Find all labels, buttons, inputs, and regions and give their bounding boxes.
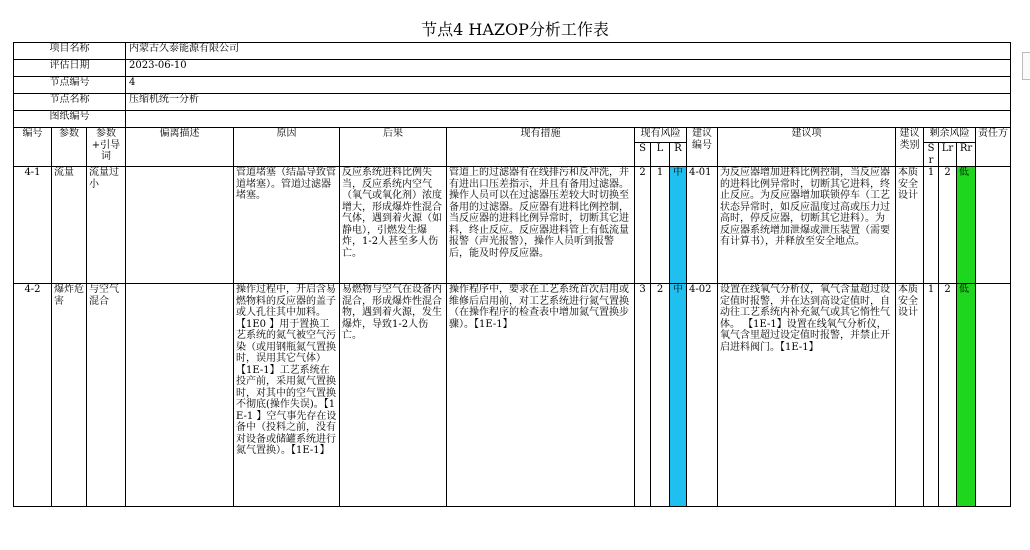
scroll-handle[interactable]	[1022, 52, 1030, 80]
cell-deviation[interactable]	[126, 284, 234, 507]
header-current-risk: 现有风险	[635, 128, 687, 143]
header-param: 参数	[52, 128, 87, 167]
header-measures: 现有措施	[447, 128, 635, 167]
cell-lr[interactable]: 2	[939, 284, 957, 507]
cell-measures[interactable]: 操作程序中，要求在工艺系统首次启用或维修后启用前，对工艺系统进行氮气置换（在操作程序的检查表中增加氮气置换步骤）。【1E-1】	[447, 284, 635, 507]
header-rec-no: 建议编号	[687, 128, 718, 167]
cell-l[interactable]: 2	[651, 284, 670, 507]
info-row-drawing	[14, 111, 1011, 128]
table-row	[14, 284, 1011, 507]
header-sr: Sr	[924, 143, 939, 167]
node-name-value[interactable]: 压缩机统一分析	[126, 94, 1011, 111]
cell-s[interactable]: 3	[635, 284, 651, 507]
cell-owner[interactable]	[976, 284, 1011, 507]
cell-rec-type[interactable]: 本质安全设计	[896, 167, 924, 284]
header-owner: 责任方	[976, 128, 1011, 167]
cell-measures[interactable]: 管道上的过滤器有在线排污和反冲洗，并有进出口压差指示，并且有备用过滤器。操作人员可以在过滤器压差较大时切换至备用的过滤器。反应器有进料比例控制，当反应器的进料比例异常时，切断其它进料，终止反应。反应器进料管上有低流量报警（声光报警），操作人员听到报警后，能及时停反应器。	[447, 167, 635, 284]
cell-guideword[interactable]: 流量过小	[87, 167, 126, 284]
header-rec: 建议项	[718, 128, 896, 167]
cell-owner[interactable]	[976, 167, 1011, 284]
cell-deviation[interactable]	[126, 167, 234, 284]
cell-rr[interactable]: 低	[957, 167, 976, 284]
header-rr: Rr	[957, 143, 976, 167]
date-value[interactable]: 2023-06-10	[126, 60, 1011, 77]
cell-s[interactable]: 2	[635, 167, 651, 284]
cell-l[interactable]: 1	[651, 167, 670, 284]
header-no: 编号	[14, 128, 52, 167]
header-rec-type: 建议类别	[896, 128, 924, 167]
header-cause: 原因	[234, 128, 340, 167]
info-row-node-name	[14, 94, 1011, 111]
info-row-node-no	[14, 77, 1011, 94]
cell-rec-no[interactable]: 4-02	[687, 284, 718, 507]
date-label: 评估日期	[14, 60, 126, 77]
cell-guideword[interactable]: 与空气混合	[87, 284, 126, 507]
cell-cause[interactable]: 管道堵塞（结晶导致管道堵塞）。管道过滤器堵塞。	[234, 167, 340, 284]
header-consequence: 后果	[340, 128, 447, 167]
cell-no[interactable]: 4-1	[14, 167, 52, 284]
header-l: L	[651, 143, 670, 167]
project-value[interactable]: 内蒙古久泰能源有限公司	[126, 43, 1011, 60]
info-row-project	[14, 43, 1011, 60]
header-s: S	[635, 143, 651, 167]
cell-rec-type[interactable]: 本质安全设计	[896, 284, 924, 507]
cell-consequence[interactable]: 反应系统进料比例失当，反应系统内空气（氧气或氧化剂）浓度增大，形成爆炸性混合气体，遇到着火源（如静电），引燃发生爆炸，1-2人甚至多人伤亡。	[340, 167, 447, 284]
cell-sr[interactable]: 1	[924, 284, 939, 507]
table-row	[14, 167, 1011, 284]
cell-param[interactable]: 流量	[52, 167, 87, 284]
cell-lr[interactable]: 2	[939, 167, 957, 284]
drawing-label: 图纸编号	[14, 111, 126, 128]
project-label: 项目名称	[14, 43, 126, 60]
page-title: 节点4 HAZOP分析工作表	[421, 20, 609, 39]
cell-rec-no[interactable]: 4-01	[687, 167, 718, 284]
header-r: R	[670, 143, 687, 167]
cell-r[interactable]: 中	[670, 284, 687, 507]
node-no-value[interactable]: 4	[126, 77, 1011, 94]
cell-rr[interactable]: 低	[957, 284, 976, 507]
header-deviation: 偏离描述	[126, 128, 234, 167]
cell-consequence[interactable]: 易燃物与空气在设备内混合，形成爆炸性混合物，遇到着火源，发生爆炸，导致1-2人伤亡。	[340, 284, 447, 507]
cell-sr[interactable]: 1	[924, 167, 939, 284]
cell-param[interactable]: 爆炸危害	[52, 284, 87, 507]
header-residual-risk: 剩余风险	[924, 128, 976, 143]
header-guideword: 参数+引导词	[87, 128, 126, 167]
hazop-table	[13, 42, 1011, 507]
node-no-label: 节点编号	[14, 77, 126, 94]
drawing-value[interactable]	[126, 111, 1011, 128]
cell-r[interactable]: 中	[670, 167, 687, 284]
cell-rec[interactable]: 设置在线氧气分析仪，氧气含量超过设定值时报警，并在达到高设定值时，自动往工艺系统内补充氮气或其它惰性气体。 【1E-1】设置在线氧气分析仪，氧气含里超过设定值时报警，并禁止开启进料阀门。【1E-1】	[718, 284, 896, 507]
cell-no[interactable]: 4-2	[14, 284, 52, 507]
cell-cause[interactable]: 操作过程中，开启含易燃物料的反应器的盖子或人孔往其中加料。【1E0 】用于置换工艺系统的氮气被空气污染（或用钢瓶氮气置换时，误用其它气体）【1E-1】工艺系统在投产前，采用氮气置换时，对其中的空气置换不彻底(操作失误)。【1E-1 】空气事先存在设备中（投料之前，没有对设备或储罐系统进行氮气置换）。【1E-1】	[234, 284, 340, 507]
header-lr: Lr	[939, 143, 957, 167]
node-name-label: 节点名称	[14, 94, 126, 111]
header-row-1	[14, 128, 1011, 143]
info-row-date	[14, 60, 1011, 77]
cell-rec[interactable]: 为反应器增加进料比例控制，当反应器的进料比例异常时，切断其它进料，终止反应。为反应器增加联锁停车（工艺状态异常时，如反应温度过高或压力过高时，停反应器，切断其它进料）。为反应器系统增加泄爆或泄压装置（需要有计算书），并释放至安全地点。	[718, 167, 896, 284]
